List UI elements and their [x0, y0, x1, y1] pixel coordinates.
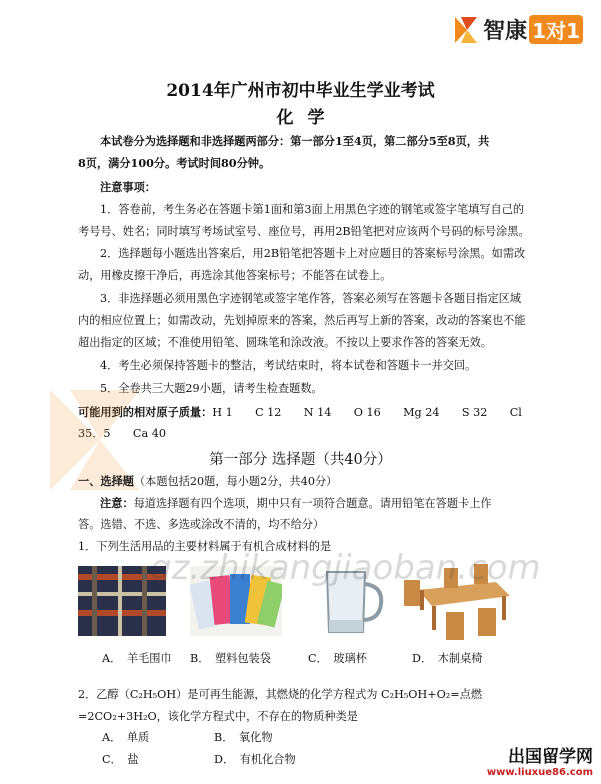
atomic-mass-line-1: 可能用到的相对原子质量：H 1 C 12 N 14 O 16 Mg 24 S 32 Cl	[78, 405, 522, 419]
notice-5: 5．全卷共三大题29小题，请考生检查题数。	[100, 382, 323, 395]
notice-3-line-1: 3．非选择题必须用黑色字迹钢笔或签字笔作答，答案必须写在答题卡各题目指定区域	[100, 292, 522, 305]
notice-1-line-2: 考号号、姓名；同时填写考场试室号、座位号，再用2B铅笔把对应该两个号码的标号涂黑。	[78, 225, 530, 238]
footer-logo	[487, 742, 593, 778]
q1-stem: 1．下列生活用品的主要材料属于有机合成材料的是	[78, 540, 332, 553]
q2-line-1: 2．乙醇（C₂H₅OH）是可再生能源，其燃烧的化学方程式为 C₂H₅OH+O₂=点燃	[78, 688, 483, 701]
footer-site-url: www.liuxue86.com	[486, 767, 593, 778]
q2-line-2: =2CO₂+3H₂O，该化学方程式中，不存在的物质种类是	[78, 710, 358, 723]
q1-option-c: C． 玻璃杯	[308, 652, 367, 665]
notice-2-line-1: 2．选择题每小题选出答案后，用2B铅笔把答题卡上对应题目的答案标号涂黑。如需改	[100, 247, 526, 260]
notice-4: 4．考生必须保持答题卡的整洁，考试结束时，将本试卷和答题卡一并交回。	[100, 359, 477, 372]
exam-title: 2014年广州市初中毕业生学业考试	[166, 81, 435, 101]
q2-option-a: A． 单质	[102, 731, 150, 744]
watermark-url: gz.zhikangjiaoban.com	[150, 548, 541, 588]
notice-3-line-3: 超出指定的区域；不准使用铅笔、圆珠笔和涂改液。不按以上要求作答的答案无效。	[78, 336, 492, 349]
q2-option-d: D． 有机化合物	[214, 753, 296, 766]
section-title: 第一部分 选择题（共40分）	[209, 452, 392, 468]
part1-attention-line-2: 答。选错、不选、多选或涂改不清的，均不给分）	[78, 518, 325, 531]
brand-logo	[453, 14, 583, 45]
notice-2-line-2: 动，用橡皮擦干净后，再选涂其他答案标号；不能答在试卷上。	[78, 269, 392, 282]
notice-1-line-1: 1．答卷前，考生务必在答题卡第1面和第3面上用黑色字迹的钢笔或签字笔填写自己的	[100, 203, 525, 216]
intro-line-2: 8页，满分100分。考试时间80分钟。	[78, 156, 271, 170]
q2-option-c: C． 盐	[102, 753, 139, 766]
brand-mark-icon	[453, 15, 479, 45]
brand-name: 智康 1对1	[483, 14, 583, 45]
q2-option-b: B． 氧化物	[214, 731, 273, 744]
part1-attention-line-1: 注意：每道选择题有四个选项，期中只有一项符合题意。请用铅笔在答题卡上作	[100, 496, 492, 510]
q1-option-a: A． 羊毛围巾	[102, 652, 172, 665]
part1-heading: 一、选择题（本题包括20题，每小题2分，共40分）	[78, 474, 338, 488]
q1-option-b: B． 塑料包装袋	[190, 652, 271, 665]
footer-site-name: 出国留学网	[508, 747, 593, 767]
notice-3-line-2: 内的相应位置上；如需改动，先划掉原来的答案，然后再写上新的答案，改动的答案也不能	[78, 314, 526, 327]
exam-subject: 化学	[276, 108, 339, 128]
notice-heading: 注意事项：	[100, 180, 156, 194]
q1-option-d: D． 木制桌椅	[412, 652, 483, 665]
intro-line-1: 本试卷分为选择题和非选择题两部分：第一部分1至4页，第二部分5至8页，共	[100, 134, 490, 148]
atomic-mass-line-2: 35．5 Ca 40	[78, 427, 166, 440]
